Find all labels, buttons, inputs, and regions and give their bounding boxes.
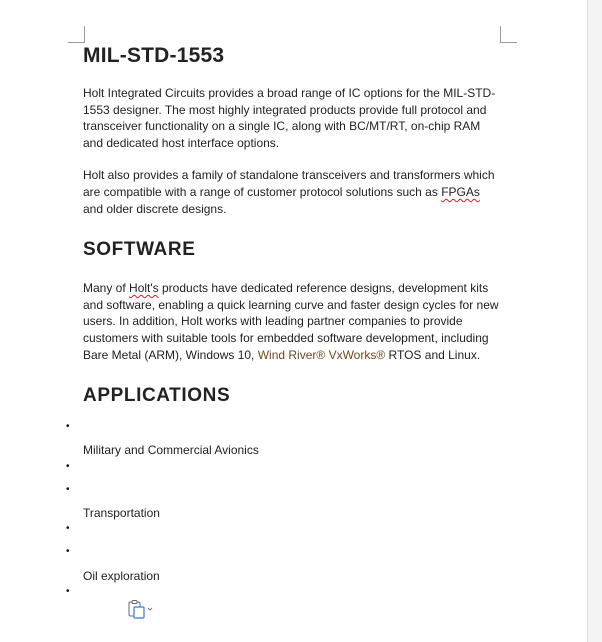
chevron-down-icon — [148, 608, 152, 610]
paste-options-icon — [126, 599, 154, 619]
software-text-c: RTOS and Linux. — [385, 347, 481, 362]
list-item-transportation: Transportation — [83, 506, 160, 520]
main-heading: MIL-STD-1553 — [83, 44, 225, 67]
vertical-scrollbar[interactable] — [587, 0, 602, 642]
intro-paragraph-2-text-b: and older discrete designs. — [83, 201, 227, 216]
list-bullet: • — [66, 461, 70, 472]
applications-heading: APPLICATIONS — [83, 385, 231, 407]
list-bullet: • — [66, 421, 70, 432]
list-item-avionics: Military and Commercial Avionics — [83, 443, 259, 457]
intro-paragraph-2-text-a: Holt also provides a family of standalone transceivers and transformers which are compatible with a range of customer protocol solutions such as — [83, 168, 495, 199]
wind-river-link[interactable]: Wind River® VxWorks® — [257, 347, 386, 362]
software-heading: SOFTWARE — [83, 239, 196, 261]
list-bullet: • — [66, 586, 70, 597]
spelling-flag-fpgas[interactable]: FPGAs — [441, 184, 480, 199]
software-text-a: Many of — [83, 281, 130, 296]
margin-corner-top-left — [68, 26, 85, 43]
list-bullet: • — [66, 484, 70, 495]
margin-corner-top-right — [500, 26, 517, 43]
intro-paragraph-2 — [83, 167, 503, 217]
document-body[interactable] — [83, 42, 503, 409]
spelling-flag-holts[interactable]: Holt's — [129, 281, 159, 296]
software-paragraph — [83, 280, 503, 363]
intro-paragraph-1: Holt Integrated Circuits provides a broad range of IC options for the MIL-STD-1553 designer. The most highly integrated products provide full protocol and transceiver functionality on a single IC, along with BC/MT/RT, on-chip RAM and dedicated host interface options. — [83, 86, 496, 150]
software-text-b: products have dedicated reference designs, development kits and software, enabling a quick learning curve and faster design cycles for new users. In addition, Holt works with leading partner companies to provide customers with suitable tools for embedded software development, including Bare Metal (ARM), Windows 10, — [83, 281, 499, 362]
list-item-oil-exploration: Oil exploration — [83, 569, 160, 583]
list-bullet: • — [66, 546, 70, 557]
paste-options-button[interactable] — [126, 599, 154, 619]
list-bullet: • — [66, 523, 70, 534]
